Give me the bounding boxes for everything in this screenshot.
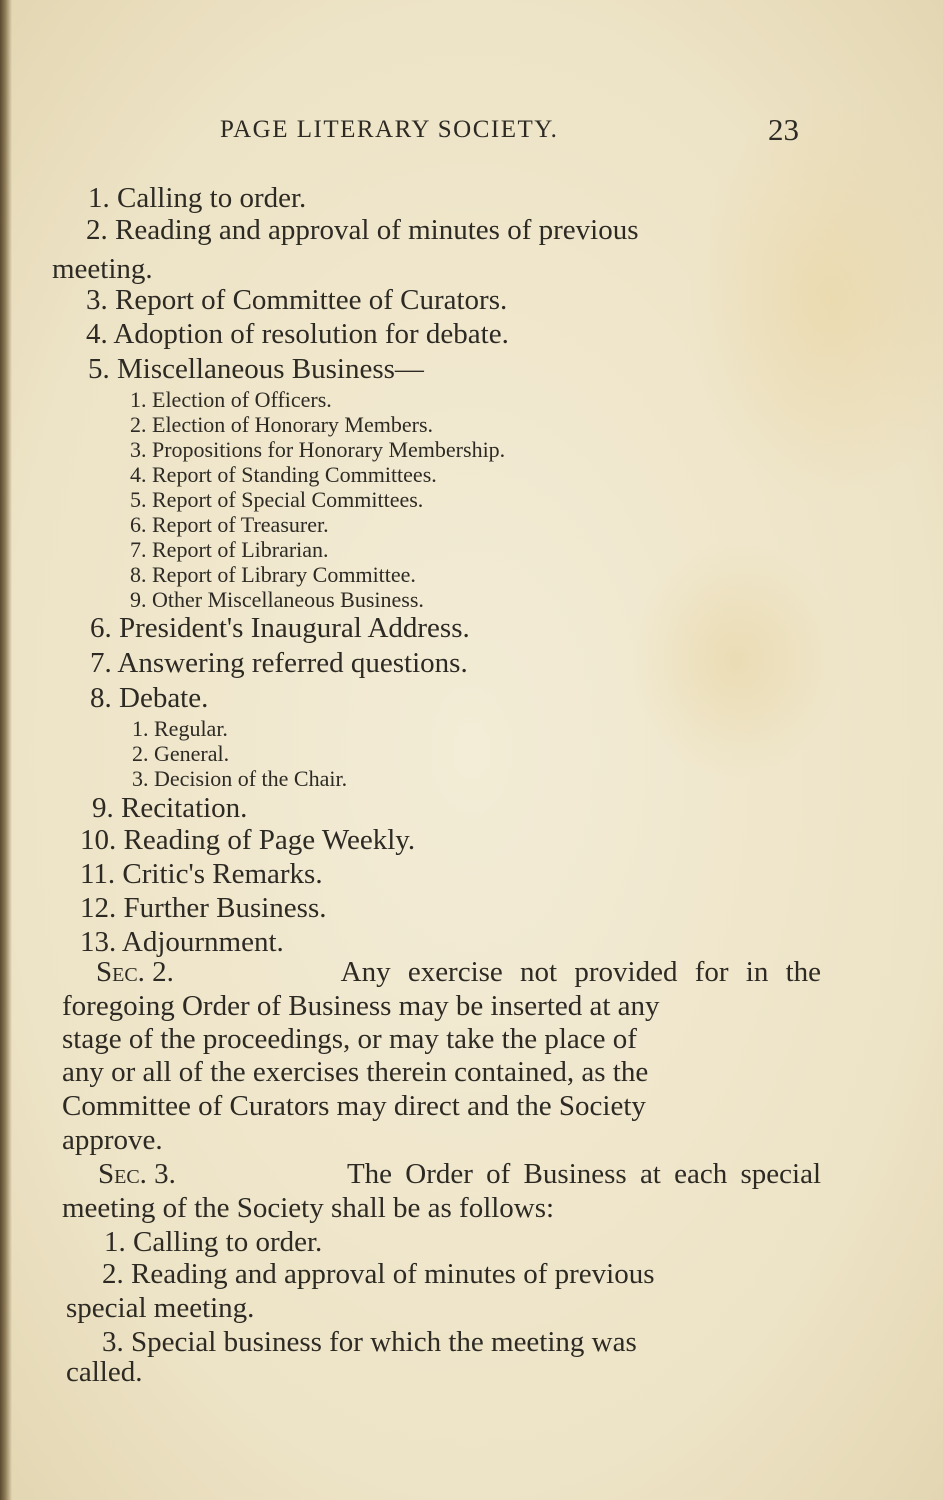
order-item-5: 5. Miscellaneous Business— — [88, 353, 424, 385]
debate-item-3: 3. Decision of the Chair. — [132, 766, 348, 791]
order-item-13: 13. Adjournment. — [80, 926, 284, 958]
sec3-item-2: 2. Reading and approval of minutes of previous — [102, 1258, 655, 1290]
order-item-10: 10. Reading of Page Weekly. — [80, 824, 416, 856]
book-spine-shadow — [0, 0, 12, 1500]
order-item-3: 3. Report of Committee of Curators. — [86, 284, 508, 316]
order-item-1: 1. Calling to order. — [88, 182, 307, 214]
misc-item-6: 6. Report of Treasurer. — [130, 512, 329, 537]
order-item-6: 6. President's Inaugural Address. — [90, 612, 470, 644]
sec2-text-1: Any exercise not provided for in the — [340, 956, 821, 988]
order-item-11: 11. Critic's Remarks. — [80, 858, 323, 890]
sec2-line-3: stage of the proceedings, or may take the place of — [62, 1023, 637, 1055]
sec3-item-3-continued: called. — [66, 1356, 143, 1388]
sec2-line-1 — [96, 956, 821, 989]
misc-item-1: 1. Election of Officers. — [130, 387, 332, 412]
sec2-line-4: any or all of the exercises therein contained, as the — [62, 1056, 649, 1088]
sec2-line-5: Committee of Curators may direct and the Society — [62, 1090, 646, 1122]
misc-item-7: 7. Report of Librarian. — [130, 537, 329, 562]
sec3-item-2-continued: special meeting. — [66, 1292, 255, 1324]
order-item-9: 9. Recitation. — [92, 792, 248, 824]
sec3-item-3: 3. Special business for which the meeting was — [102, 1326, 637, 1358]
sec3-line-2: meeting of the Society shall be as follows: — [62, 1192, 555, 1224]
misc-item-9: 9. Other Miscellaneous Business. — [130, 587, 424, 612]
order-item-2: 2. Reading and approval of minutes of previous — [86, 214, 639, 246]
sec3-label: Sec. 3. — [98, 1158, 176, 1190]
page-header — [0, 112, 943, 152]
running-title: PAGE LITERARY SOCIETY. — [220, 116, 559, 143]
misc-item-5: 5. Report of Special Committees. — [130, 487, 424, 512]
order-item-4: 4. Adoption of resolution for debate. — [86, 318, 509, 350]
order-item-12: 12. Further Business. — [80, 892, 327, 924]
order-item-7: 7. Answering referred questions. — [90, 647, 468, 679]
order-item-2-continued: meeting. — [52, 253, 153, 285]
sec3-line-1 — [98, 1158, 821, 1191]
misc-item-4: 4. Report of Standing Committees. — [130, 462, 437, 487]
sec2-line-6: approve. — [62, 1124, 163, 1156]
misc-item-3: 3. Propositions for Honorary Membership. — [130, 437, 506, 462]
misc-item-8: 8. Report of Library Committee. — [130, 562, 416, 587]
sec2-label: Sec. 2. — [96, 956, 174, 988]
sec3-item-1: 1. Calling to order. — [104, 1226, 323, 1258]
debate-item-1: 1. Regular. — [132, 716, 228, 741]
misc-item-2: 2. Election of Honorary Members. — [130, 412, 434, 437]
page-number: 23 — [768, 112, 799, 147]
debate-item-2: 2. General. — [132, 741, 230, 766]
sec3-text-1: The Order of Business at each special — [346, 1158, 821, 1190]
sec2-line-2: foregoing Order of Business may be inserted at any — [62, 990, 660, 1022]
order-item-8: 8. Debate. — [90, 682, 209, 714]
